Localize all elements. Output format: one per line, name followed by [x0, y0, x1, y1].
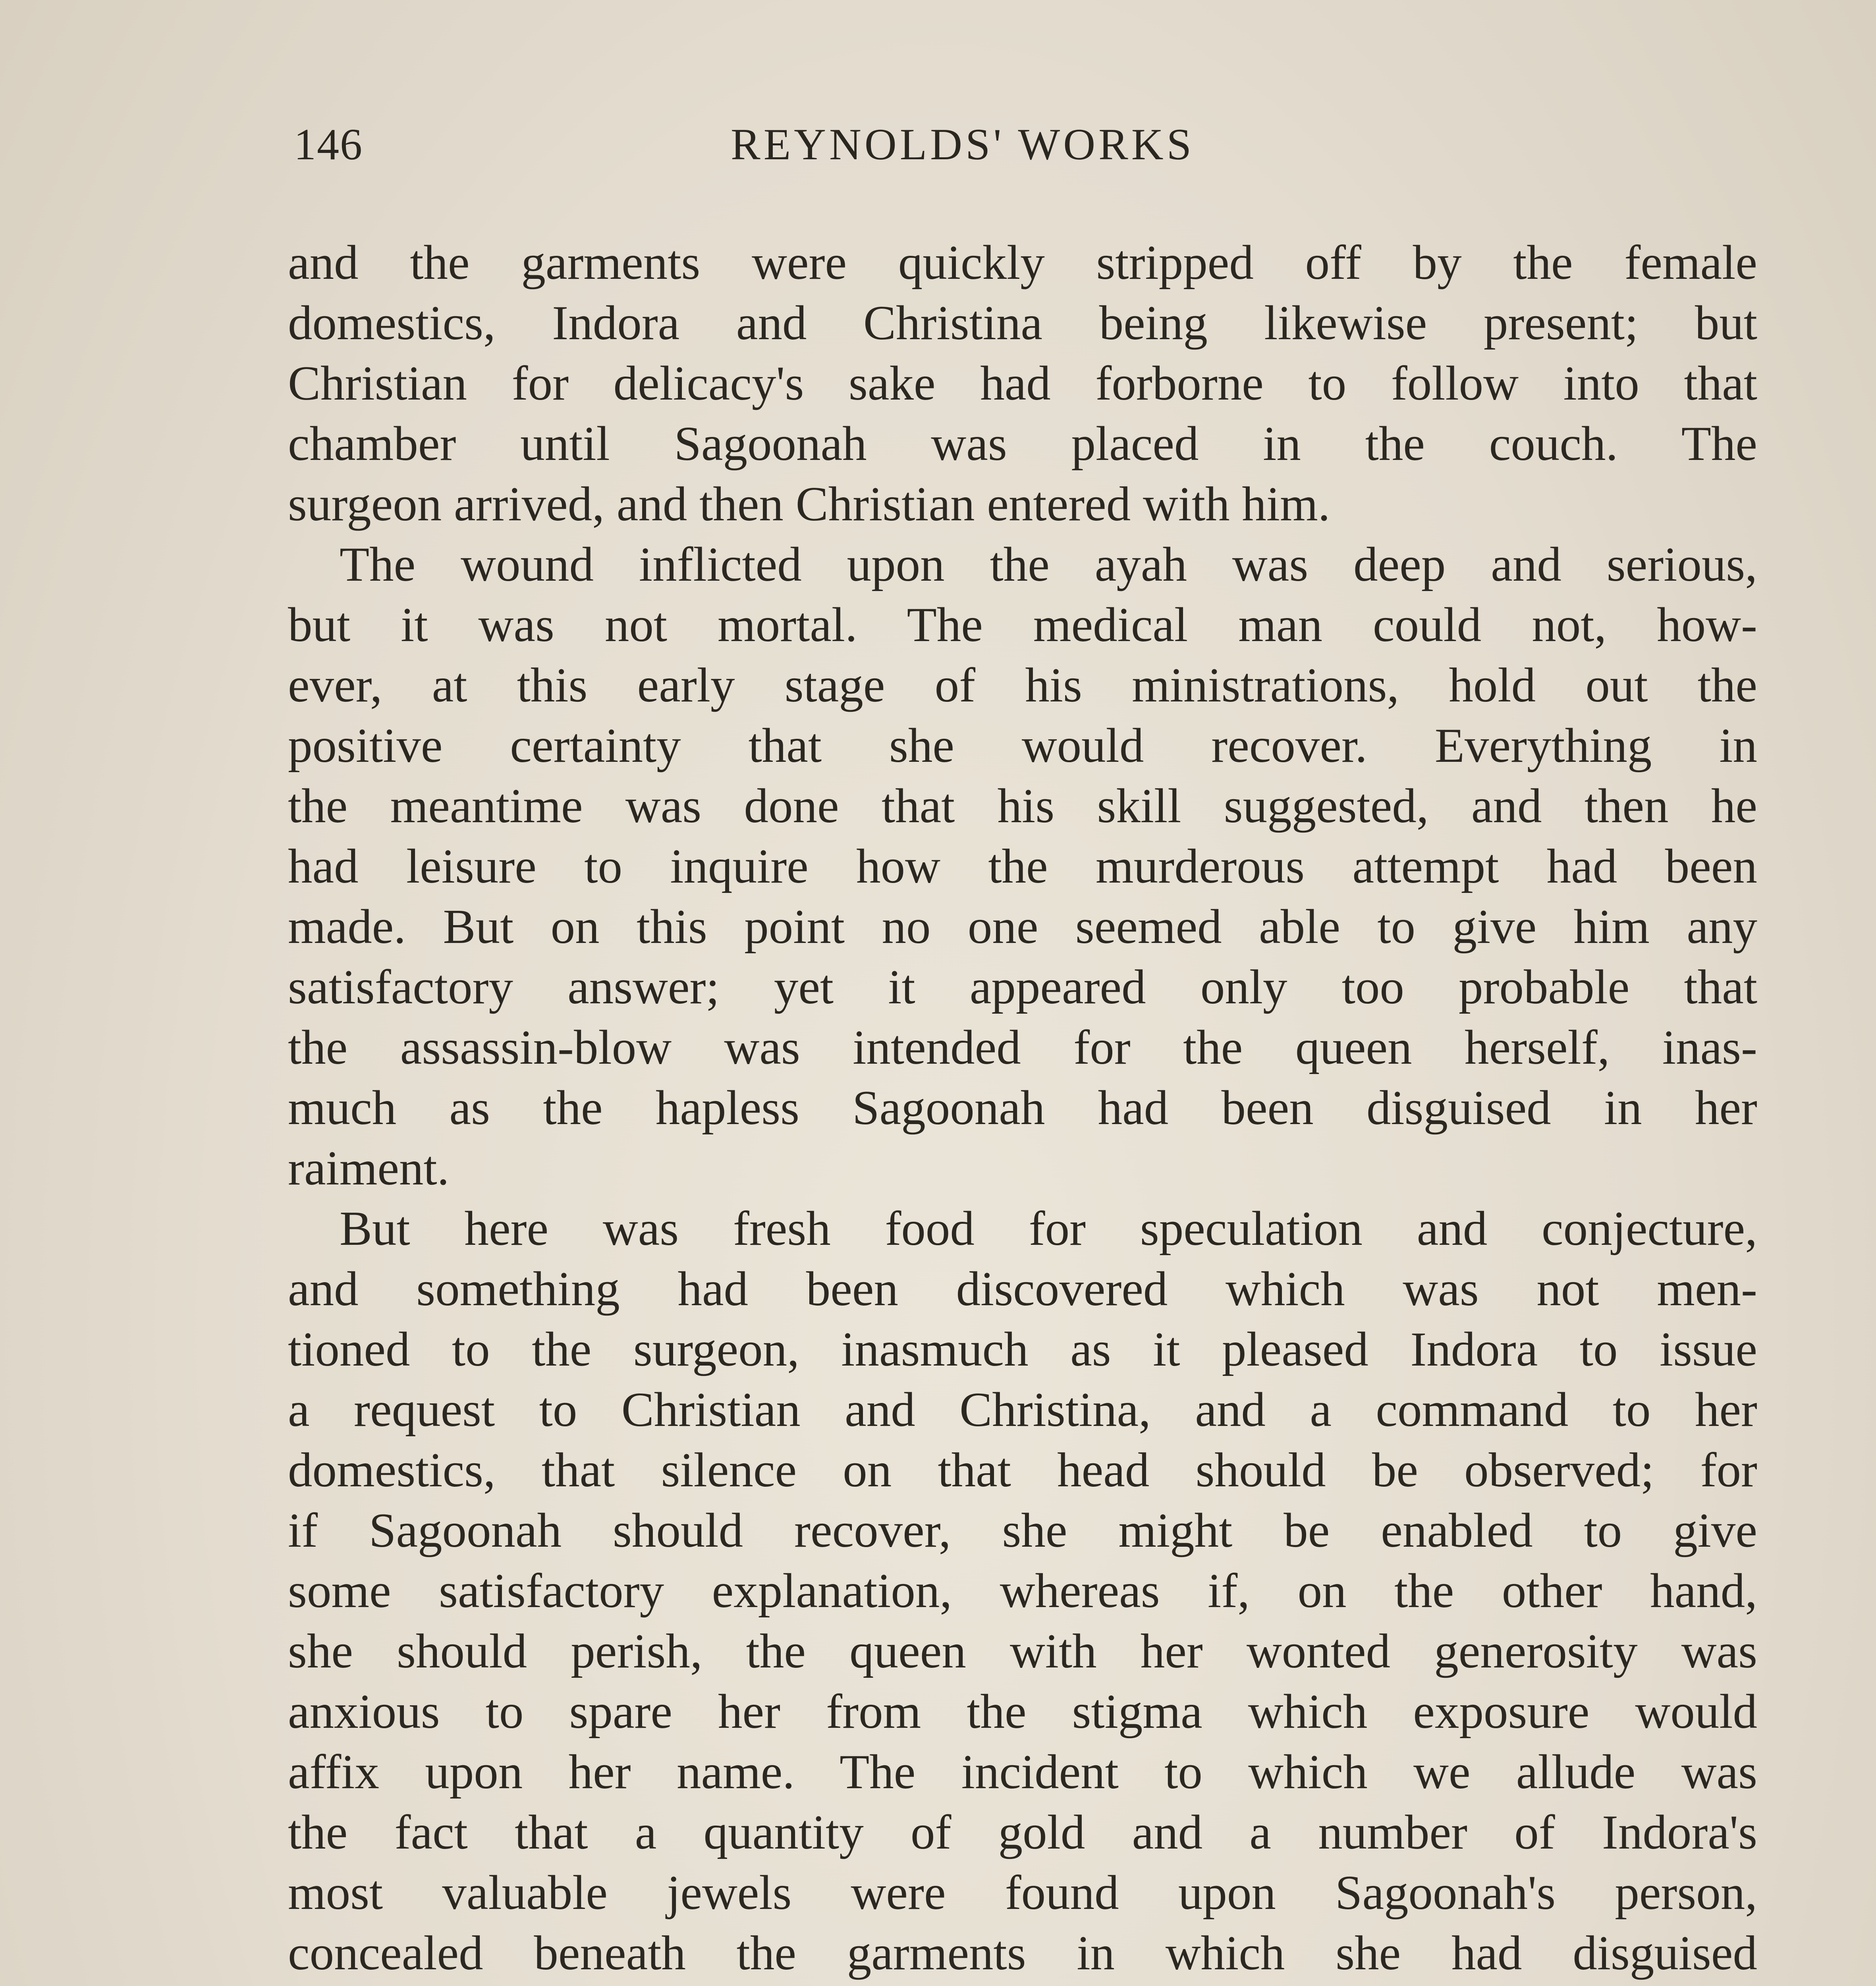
- text-line: and something had been discovered which was not men-: [288, 1262, 1757, 1316]
- text-line: positive certainty that she would recover. Everything in: [288, 718, 1757, 773]
- text-line: and the garments were quickly stripped off by the female: [288, 235, 1757, 290]
- text-line: if Sagoonah should recover, she might be enabled to give: [288, 1503, 1757, 1557]
- text-line: surgeon arrived, and then Christian entered with him.: [288, 477, 1330, 531]
- text-line: Christian for delicacy's sake had forborne to follow into that: [288, 356, 1757, 410]
- text-line: [288, 1983, 1757, 1986]
- page-number: 146: [294, 120, 363, 169]
- text-line: domestics, that silence on that head should be observed; for: [288, 1443, 1757, 1497]
- text-line: concealed beneath the garments in which she had disguised: [288, 1926, 1757, 1980]
- text-line: The wound inflicted upon the ayah was deep and serious,: [340, 537, 1757, 591]
- text-line: the meantime was done that his skill suggested, and then he: [288, 779, 1757, 833]
- text-line: a request to Christian and Christina, and a command to her: [288, 1382, 1757, 1437]
- page-header: [294, 119, 1763, 183]
- text-line: much as the hapless Sagoonah had been disguised in her: [288, 1080, 1757, 1135]
- running-head: REYNOLDS' WORKS: [731, 120, 1195, 169]
- text-line: satisfactory answer; yet it appeared only too probable that: [288, 960, 1757, 1014]
- text-line: had leisure to inquire how the murderous attempt had been: [288, 839, 1757, 893]
- text-line: domestics, Indora and Christina being likewise present; but: [288, 296, 1757, 350]
- text-line: she should perish, the queen with her wonted generosity was: [288, 1624, 1757, 1678]
- body-text: [288, 232, 1757, 1986]
- text-line: some satisfactory explanation, whereas if, on the other hand,: [288, 1563, 1757, 1618]
- text-line: affix upon her name. The incident to which we allude was: [288, 1745, 1757, 1799]
- text-line: But here was fresh food for speculation and conjecture,: [340, 1201, 1757, 1256]
- text-line: but it was not mortal. The medical man could not, how-: [288, 597, 1757, 652]
- text-line: the fact that a quantity of gold and a number of Indora's: [288, 1805, 1757, 1859]
- text-line: chamber until Sagoonah was placed in the couch. The: [288, 416, 1757, 471]
- text-line: raiment.: [288, 1141, 450, 1195]
- text-line: the assassin-blow was intended for the queen herself, inas-: [288, 1020, 1757, 1074]
- text-line: anxious to spare her from the stigma which exposure would: [288, 1684, 1757, 1739]
- text-line: made. But on this point no one seemed able to give him any: [288, 899, 1757, 954]
- text-line: ever, at this early stage of his ministrations, hold out the: [288, 658, 1757, 712]
- text-line: tioned to the surgeon, inasmuch as it pleased Indora to issue: [288, 1322, 1757, 1376]
- text-line: most valuable jewels were found upon Sagoonah's person,: [288, 1865, 1757, 1920]
